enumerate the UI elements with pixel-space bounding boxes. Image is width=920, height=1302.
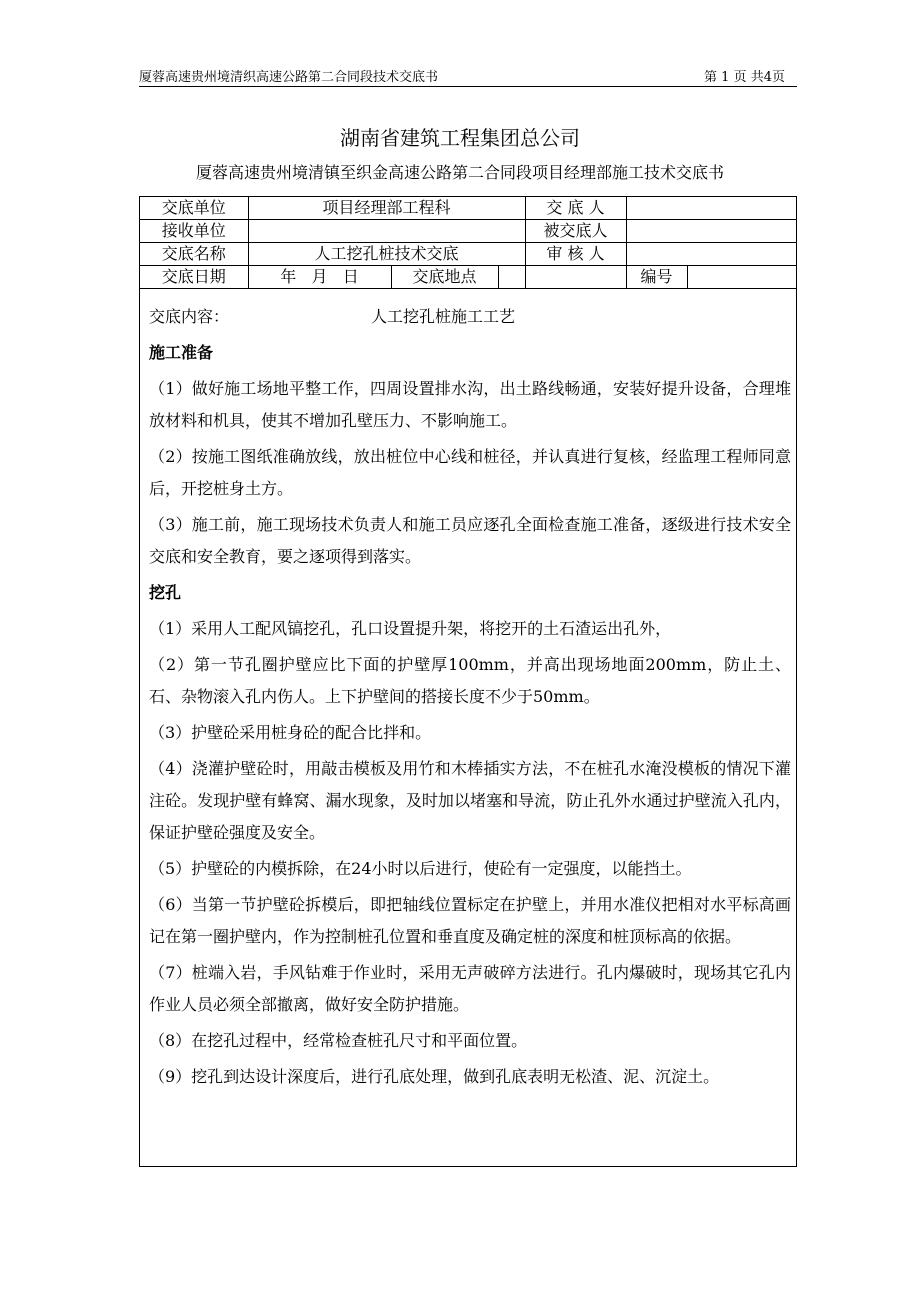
document-subtitle: 厦蓉高速贵州境清镇至织金高速公路第二合同段项目经理部施工技术交底书 [195,163,724,182]
disclosure-content [149,301,791,1093]
disclosure-name-label: 交底名称 [140,243,248,266]
paragraph: （7）桩端入岩，手风钻难于作业时，采用无声破碎方法进行。孔内爆破时，现场其它孔内作业人员必须全部撤离，做好安全防护措施。 [149,963,791,1014]
number-subtable [627,266,797,288]
paragraph: （4）浇灌护壁砼时，用敲击模板及用竹和木棒插实方法，不在桩孔水淹没模板的情况下灌注砼。发现护壁有蜂窝、漏水现象，及时加以堵塞和导流，防止孔外水通过护壁流入孔内，保证护壁砼强度及安全。 [149,759,791,842]
disclosure-form [139,196,797,1167]
paragraph: （8）在挖孔过程中，经常检查桩孔尺寸和平面位置。 [149,1031,528,1050]
disclosure-name-value: 人工挖孔桩技术交底 [248,243,525,266]
info-table [140,197,796,289]
receiver-value [626,220,796,243]
paragraph: （5）护壁砼的内模拆除，在24小时以后进行，使砼有一定强度，以能挡土。 [149,859,692,878]
info-row-unit [140,197,796,220]
page-header [139,66,797,87]
receiver-unit-label: 接收单位 [140,220,248,243]
date-place-subtable [249,266,525,288]
number-value [687,266,796,288]
company-name: 湖南省建筑工程集团总公司 [340,126,580,150]
header-document-title: 厦蓉高速贵州境清织高速公路第二合同段技术交底书 [139,70,439,85]
header-page-number: 第 1 页 共4页 [704,70,785,85]
discloser-value [626,197,796,220]
paragraph: （6）当第一节护壁砼拆模后，即把轴线位置标定在护壁上，并用水准仪把相对水平标高画记在第一圈护壁内，作为控制桩孔位置和垂直度及确定桩的深度和桩顶标高的依据。 [149,895,791,946]
number-label: 编号 [627,266,688,288]
info-row-receiver [140,220,796,243]
paragraph: （9）挖孔到达设计深度后，进行孔底处理，做到孔底表明无松渣、泥、沉淀土。 [149,1067,720,1086]
section-heading-preparation: 施工准备 [149,343,214,362]
receiver-unit-value [248,220,525,243]
paragraph: （3）施工前，施工现场技术负责人和施工员应逐孔全面检查施工准备，逐级进行技术安全交底和安全教育，要之逐项得到落实。 [149,515,791,566]
place-label: 交底地点 [391,266,498,288]
date-place-cell [248,266,525,289]
discloser-label: 交 底 人 [525,197,626,220]
reviewer-value [626,243,796,266]
reviewer-label: 审 核 人 [525,243,626,266]
unit-value: 项目经理部工程科 [248,197,525,220]
content-label: 交底内容： [149,307,230,326]
paragraph: （2）按施工图纸准确放线，放出桩位中心线和桩径，并认真进行复核，经监理工程师同意后，开挖桩身土方。 [149,447,791,498]
number-cell [626,266,796,289]
paragraph: （3）护壁砼采用桩身砼的配合比拌和。 [149,723,432,742]
section-heading-excavation: 挖孔 [149,583,182,602]
place-value-part1 [498,266,525,288]
place-value [525,266,626,289]
unit-label: 交底单位 [140,197,248,220]
paragraph: （1）采用人工配风镐挖孔，孔口设置提升架，将挖开的土石渣运出孔外， [149,619,672,638]
info-row-name [140,243,796,266]
content-title: 人工挖孔桩施工工艺 [371,307,516,326]
paragraph: （1）做好施工场地平整工作，四周设置排水沟，出土路线畅通，安装好提升设备，合理堆放材料和机具，使其不增加孔壁压力、不影响施工。 [149,379,791,430]
receiver-label: 被交底人 [525,220,626,243]
paragraph: （2）第一节孔圈护壁应比下面的护壁厚100mm，并高出现场地面200mm，防止土、石、杂物滚入孔内伤人。上下护壁间的搭接长度不少于50mm。 [149,655,791,706]
date-value: 年 月 日 [249,266,392,288]
info-row-date [140,266,796,289]
date-label: 交底日期 [140,266,248,289]
content-intro [149,301,791,333]
